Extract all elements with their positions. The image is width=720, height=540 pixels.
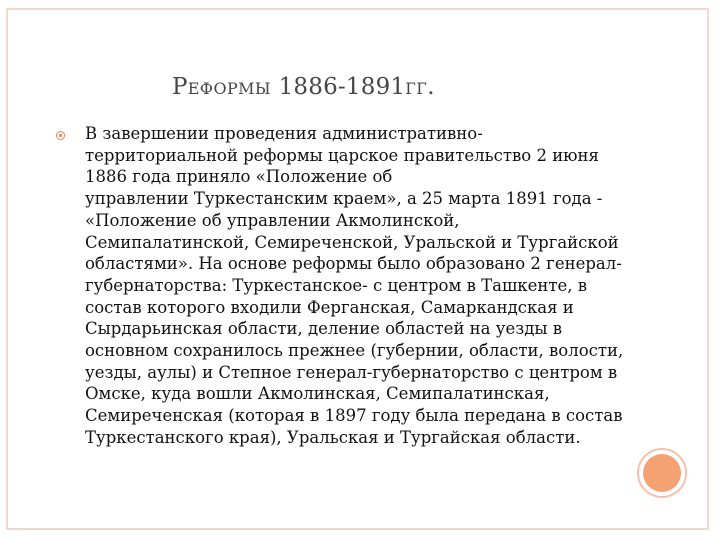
body-line: состав которого входили Ферганская, Самаркандская и <box>85 297 574 317</box>
body-line: Семипалатинской, Семиреченской, Уральской и Тургайской <box>85 232 619 252</box>
body-line: Туркестанского края), Уральская и Тургайская области. <box>85 427 581 447</box>
title-period: . <box>427 74 435 100</box>
title-year-end: 1891 <box>345 74 406 100</box>
ring-bullet-icon <box>56 131 65 140</box>
corner-circle-icon <box>637 448 687 498</box>
body-line: управлении Туркестанским краем», а 25 марта 1891 года - <box>85 189 603 209</box>
title-dash: - <box>337 74 346 100</box>
title-initial: Р <box>172 74 188 100</box>
title-year-start: 1886 <box>271 74 338 100</box>
body-line: Семиреченская (которая в 1897 году была передана в состав <box>85 406 623 426</box>
body-line: Омске, куда вошли Акмолинская, Семипалатинская, <box>85 384 550 404</box>
body-line: В завершении проведения административно- <box>85 124 483 143</box>
body-line: Сырдарьинская области, деление областей на уезды в <box>85 319 563 339</box>
slide-title <box>172 74 435 100</box>
body-line: «Положение об управлении Акмолинской, <box>85 210 460 230</box>
body-line: уезды, аулы) и Степное генерал-губернаторство с центром в <box>85 362 618 382</box>
body-line: областями». На основе реформы было образовано 2 генерал- <box>85 254 622 274</box>
body-line: 1886 года приняло «Положение об <box>85 167 393 187</box>
body-line: губернаторства: Туркестанское- с центром в Ташкенте, в <box>85 275 588 295</box>
title-word: ЕФОРМЫ <box>187 79 272 98</box>
body-line: территориальной реформы царское правительство 2 июня <box>85 145 599 165</box>
body-line: основном сохранилось прежнее (губернии, области, волости, <box>85 341 624 361</box>
corner-circle-fill <box>643 454 681 492</box>
body-text <box>85 123 685 449</box>
title-suffix: ГГ <box>405 79 428 98</box>
